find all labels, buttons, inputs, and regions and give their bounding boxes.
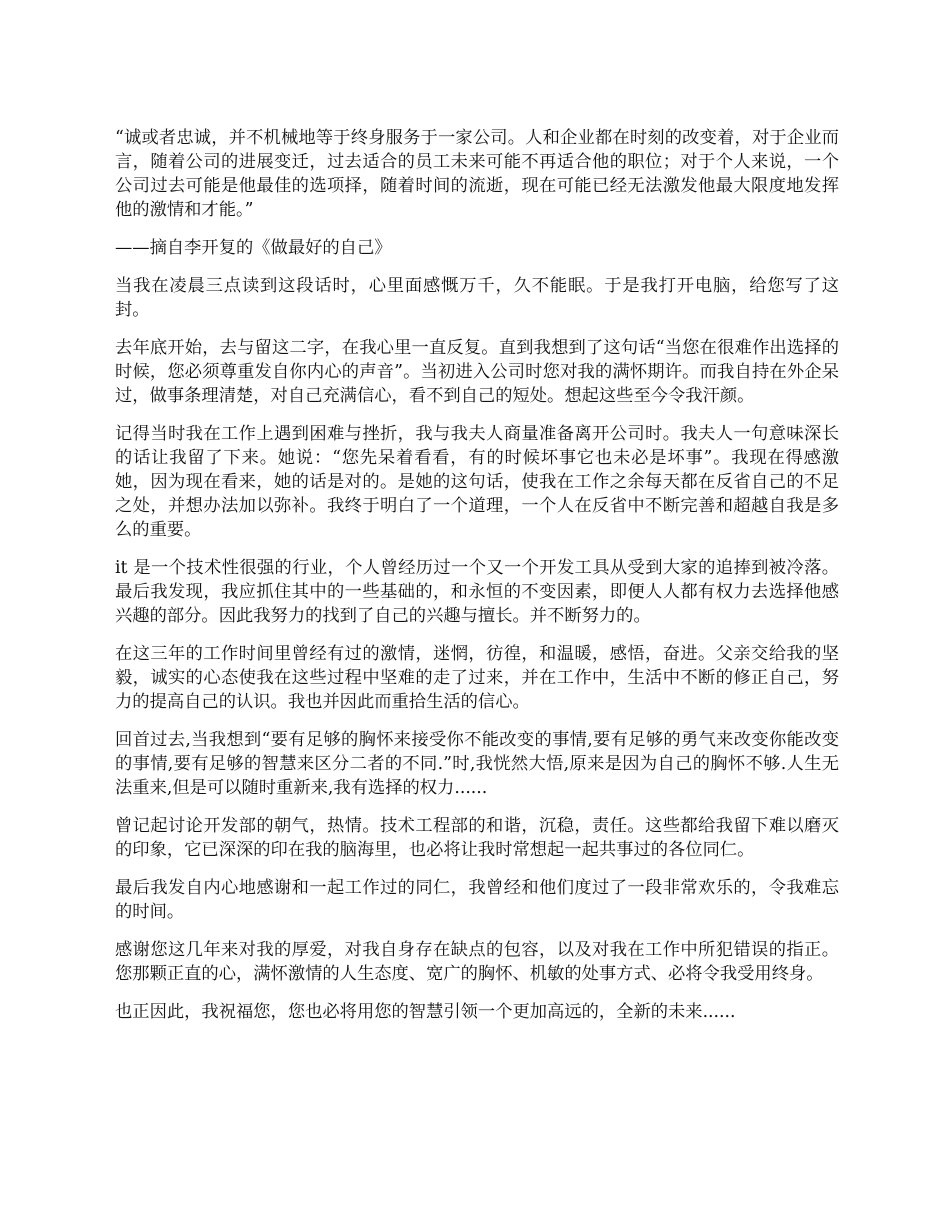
body-paragraph: 感谢您这几年来对我的厚爱，对我自身存在缺点的包容，以及对我在工作中所犯错误的指正。您那颗正直的心，满怀激情的人生态度、宽广的胸怀、机敏的处事方式、必将令我受用终身。 bbox=[115, 940, 839, 984]
body-paragraph: 最后我发自内心地感谢和一起工作过的同仁，我曾经和他们度过了一段非常欢乐的，令我难忘的时间。 bbox=[115, 878, 839, 922]
body-paragraph: it 是一个技术性很强的行业，个人曾经历过一个又一个开发工具从受到大家的追捧到被冷落。最后我发现，我应抓住其中的一些基础的，和永恒的不变因素，即便人人都有权力去选择他感兴趣的部分。因此我努力的找到了自己的兴趣与擅长。并不断努力的。 bbox=[115, 558, 839, 626]
body-paragraph: 去年底开始，去与留这二字，在我心里一直反复。直到我想到了这句话“当您在很难作出选择的时候，您必须尊重发自你内心的声音”。当初进入公司时您对我的满怀期许。而我自持在外企呆过，做事条理清楚，对自己充满信心，看不到自己的短处。想起这些至今令我汗颜。 bbox=[115, 338, 839, 406]
closing-paragraph: 也正因此，我祝福您，您也必将用您的智慧引领一个更加高远的，全新的未来...... bbox=[115, 1002, 736, 1022]
body-paragraph: 记得当时我在工作上遇到困难与挫折，我与我夫人商量准备离开公司时。我夫人一句意味深长的话让我留了下来。她说：“您先呆着看看，有的时候坏事它也未必是坏事”。我现在得感激她，因为现在看来，她的话是对的。是她的这句话，使我在工作之余每天都在反省自己的不足之处，并想办法加以弥补。我终于明白了一个道理，一个人在反省中不断完善和超越自我是多么的重要。 bbox=[115, 424, 839, 540]
document-body bbox=[115, 126, 839, 1038]
body-paragraph: 当我在凌晨三点读到这段话时，心里面感慨万千，久不能眠。于是我打开电脑，给您写了这封。 bbox=[115, 276, 839, 320]
body-paragraph: 曾记起讨论开发部的朝气，热情。技术工程部的和谐，沉稳，责任。这些都给我留下难以磨灭的印象，它已深深的印在我的脑海里，也必将让我时常想起一起共事过的各位同仁。 bbox=[115, 816, 839, 860]
body-paragraph: 在这三年的工作时间里曾经有过的激情，迷惘，彷徨，和温暖，感悟，奋进。父亲交给我的坚毅，诚实的心态使我在这些过程中坚难的走了过来，并在工作中，生活中不断的修正自己，努力的提高自己的认识。我也并因此而重拾生活的信心。 bbox=[115, 644, 839, 712]
quote-attribution: ——摘自李开复的《做最好的自己》 bbox=[115, 238, 392, 258]
quote-paragraph: “诚或者忠诚，并不机械地等于终身服务于一家公司。人和企业都在时刻的改变着，对于企业而言，随着公司的进展变迁，过去适合的员工未来可能不再适合他的职位；对于个人来说，一个公司过去可能是他最佳的选项择，随着时间的流逝，现在可能已经无法激发他最大限度地发挥他的激情和才能。” bbox=[115, 128, 839, 220]
body-paragraph: 回首过去,当我想到“要有足够的胸怀来接受你不能改变的事情,要有足够的勇气来改变你能改变的事情,要有足够的智慧来区分二者的不同.”时,我恍然大悟,原来是因为自己的胸怀不够.人生无法重来,但是可以随时重新来,我有选择的权力...... bbox=[115, 730, 839, 798]
